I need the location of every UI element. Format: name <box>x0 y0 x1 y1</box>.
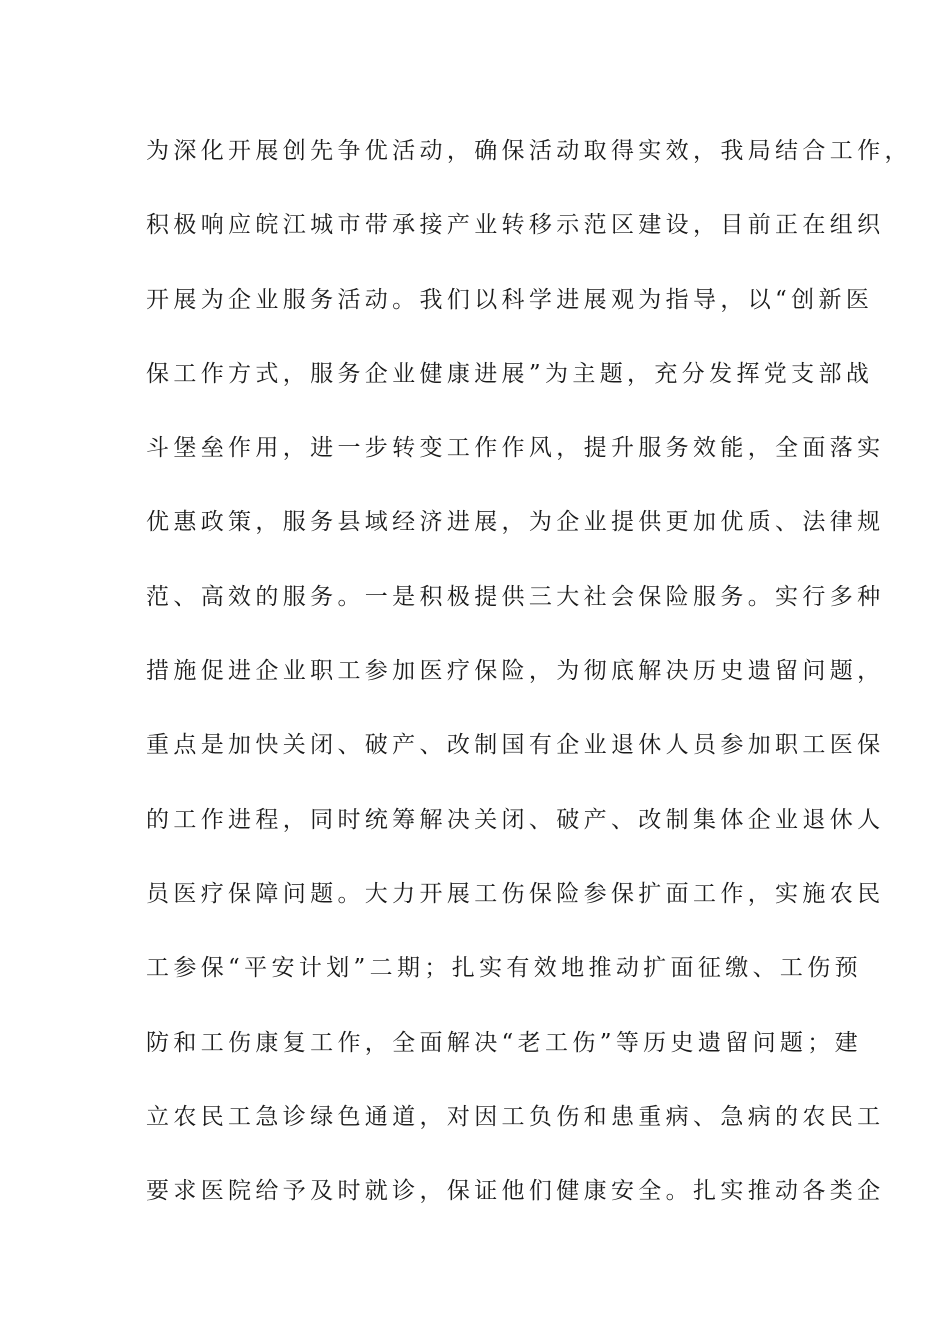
text-line: 工参保“平安计划”二期；扎实有效地推动扩面征缴、工伤预 <box>146 955 862 982</box>
text-line: 重点是加快关闭、破产、改制国有企业退休人员参加职工医保 <box>146 732 885 759</box>
text-line: 员医疗保障问题。大力开展工伤保险参保扩面工作，实施农民 <box>146 880 885 907</box>
text-line: 措施促进企业职工参加医疗保险，为彻底解决历史遗留问题， <box>146 658 885 685</box>
body-text <box>146 128 912 1242</box>
text-line: 斗堡垒作用，进一步转变工作作风，提升服务效能，全面落实 <box>146 435 885 462</box>
text-line: 范、高效的服务。一是积极提供三大社会保险服务。实行多种 <box>146 583 885 610</box>
text-line: 为深化开展创先争优活动，确保活动取得实效，我局结合工作， <box>146 138 912 164</box>
text-line: 立农民工急诊绿色通道，对因工负伤和患重病、急病的农民工 <box>146 1103 885 1130</box>
text-line: 防和工伤康复工作，全面解决“老工伤”等历史遗留问题；建 <box>146 1029 862 1056</box>
text-line: 要求医院给予及时就诊，保证他们健康安全。扎实推动各类企 <box>146 1178 885 1205</box>
text-line: 的工作进程，同时统筹解决关闭、破产、改制集体企业退休人 <box>146 806 885 833</box>
text-line: 保工作方式，服务企业健康进展”为主题，充分发挥党支部战 <box>146 360 874 387</box>
text-line: 积极响应皖江城市带承接产业转移示范区建设，目前正在组织 <box>146 212 885 239</box>
text-line: 开展为企业服务活动。我们以科学进展观为指导，以“创新医 <box>146 286 874 313</box>
text-line: 优惠政策，服务县域经济进展，为企业提供更加优质、法律规 <box>146 509 885 536</box>
